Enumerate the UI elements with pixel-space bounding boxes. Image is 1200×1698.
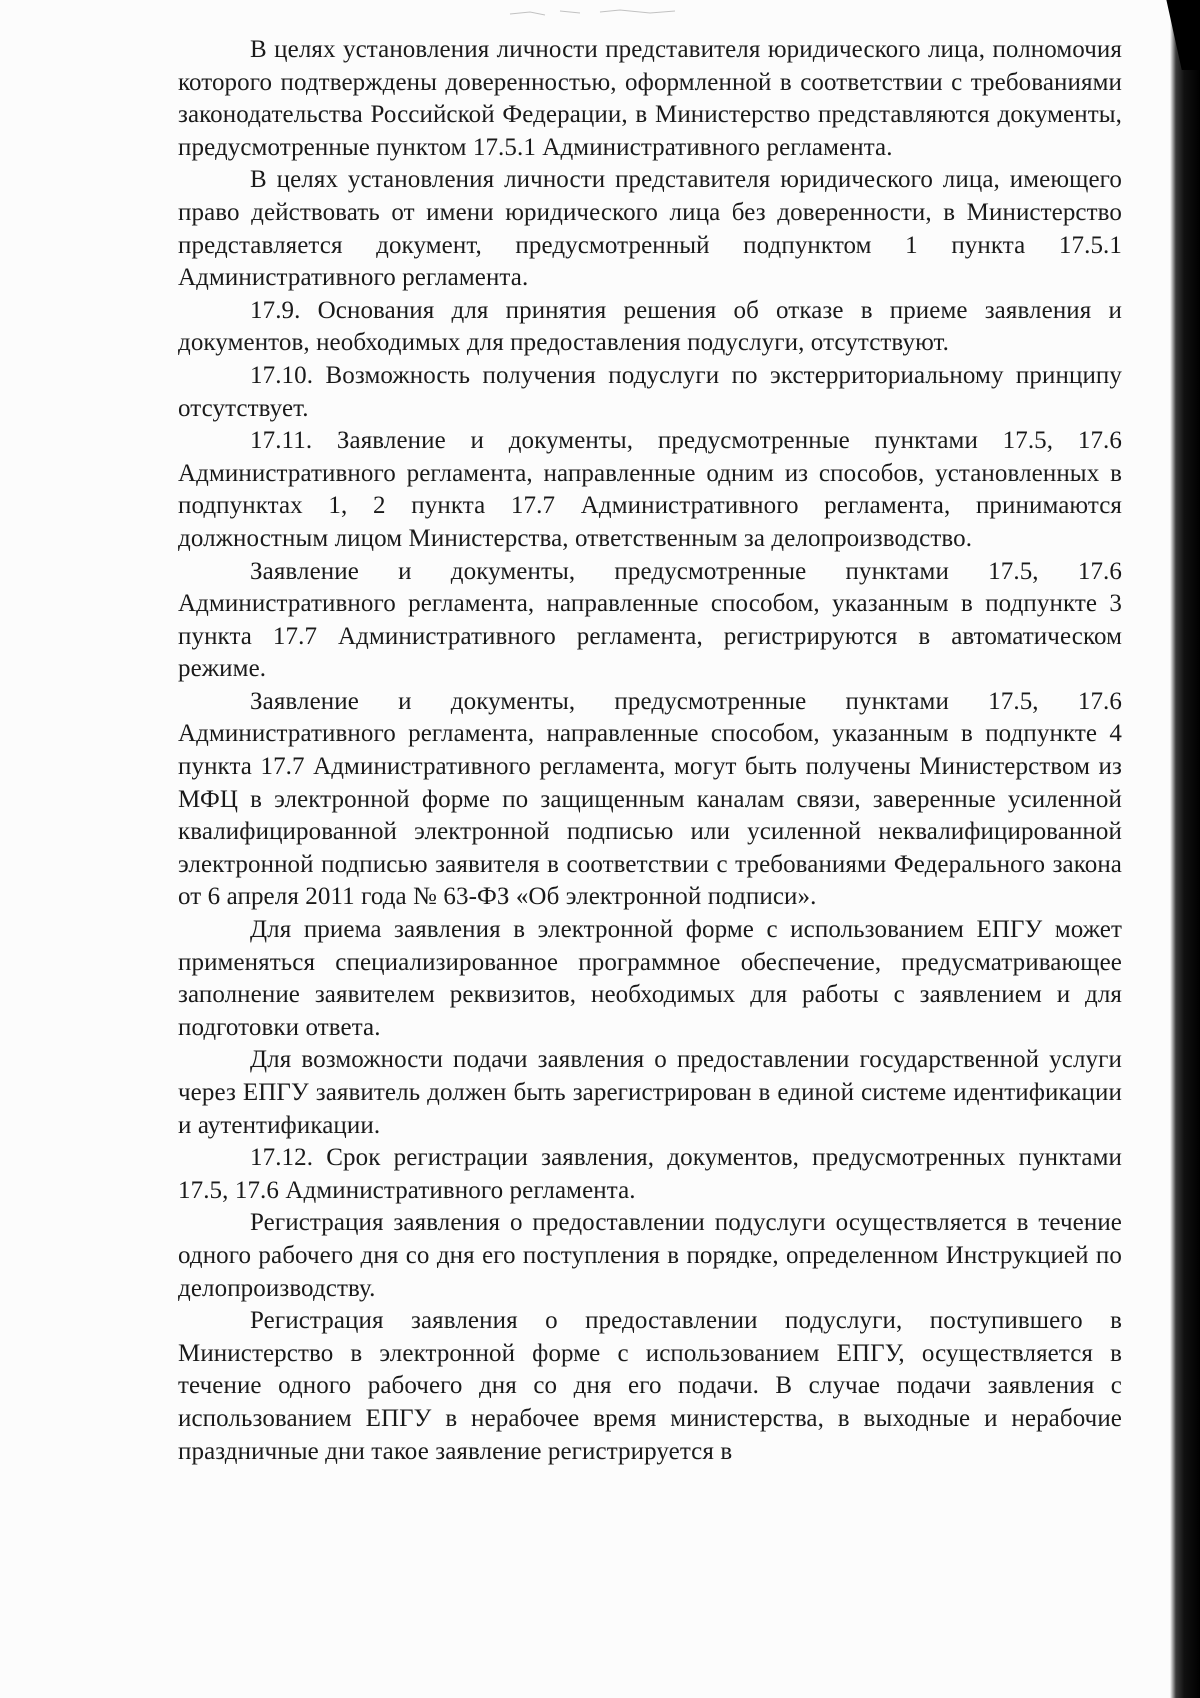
paragraph: В целях установления личности представителя юридического лица, имеющего право действовать от имени юридического лица без доверенности, в Министерство представляется документ, предусмотренный подпунктом 1 пункта 17.5.1 Административного регламента. bbox=[178, 166, 1122, 292]
paragraph: Заявление и документы, предусмотренные пунктами 17.5, 17.6 Административного регламента, направленные способом, указанным в подпункте 4 пункта 17.7 Административного регламента, могут быть получены Министерством из МФЦ в электронной форме по защищенным каналам связи, заверенные усиленной квалифицированной электронной подписью или усиленной неквалифицированной электронной подписью заявителя в соответствии с требованиями Федерального закона от 6 апреля 2011 года № 63-ФЗ «Об электронной подписи». bbox=[178, 687, 1122, 911]
scan-artifact-icon bbox=[500, 6, 700, 20]
paragraph: 17.11. Заявление и документы, предусмотренные пунктами 17.5, 17.6 Административного регламента, направленные одним из способов, установленных в подпунктах 1, 2 пункта 17.7 Административного регламента, принимаются должностным лицом Министерства, ответственным за делопроизводство. bbox=[178, 427, 1122, 552]
paragraph: Для возможности подачи заявления о предоставлении государственной услуги через ЕПГУ заявитель должен быть зарегистрирован в единой системе идентификации и аутентификации. bbox=[178, 1046, 1122, 1139]
scan-border-right bbox=[1170, 0, 1200, 1698]
paragraph: Регистрация заявления о предоставлении подуслуги осуществляется в течение одного рабочего дня со дня его поступления в порядке, определенном Инструкцией по делопроизводству. bbox=[178, 1209, 1122, 1302]
document-body bbox=[178, 34, 1122, 1468]
paragraph: 17.12. Срок регистрации заявления, документов, предусмотренных пунктами 17.5, 17.6 Административного регламента. bbox=[178, 1144, 1122, 1204]
paragraph: Заявление и документы, предусмотренные пунктами 17.5, 17.6 Административного регламента, направленные способом, указанным в подпункте 3 пункта 17.7 Административного регламента, регистрируются в автоматическом режиме. bbox=[178, 557, 1122, 683]
paragraph: В целях установления личности представителя юридического лица, полномочия которого подтверждены доверенностью, оформленной в соответствии с требованиями законодательства Российской Федерации, в Министерство представляются документы, предусмотренные пунктом 17.5.1 Административного регламента. bbox=[178, 36, 1122, 161]
paragraph: 17.10. Возможность получения подуслуги по экстерриториальному принципу отсутствует. bbox=[178, 361, 1122, 422]
paragraph: Для приема заявления в электронной форме с использованием ЕПГУ может применяться специализированное программное обеспечение, предусматривающее заполнение заявителем реквизитов, необходимых для работы с заявлением и для подготовки ответа. bbox=[178, 916, 1122, 1041]
paragraph: Регистрация заявления о предоставлении подуслуги, поступившего в Министерство в электронной форме с использованием ЕПГУ, осуществляется в течение одного рабочего дня со дня его подачи. В случае подачи заявления с использованием ЕПГУ в нерабочее время министерства, в выходные и нерабочие праздничные дни такое заявление регистрируется в bbox=[178, 1307, 1122, 1465]
paragraph: 17.9. Основания для принятия решения об отказе в приеме заявления и документов, необходимых для предоставления подуслуги, отсутствуют. bbox=[178, 296, 1122, 357]
